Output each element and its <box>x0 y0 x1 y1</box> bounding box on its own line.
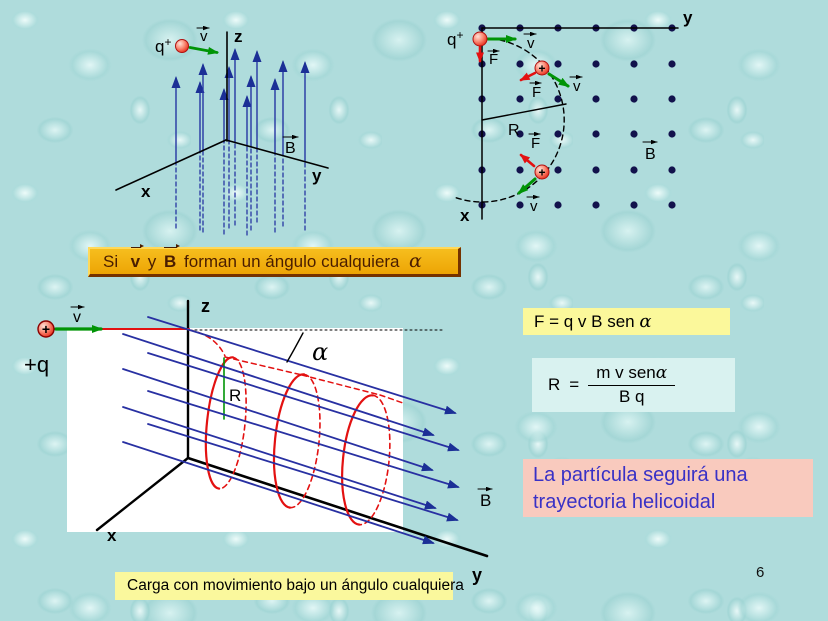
charge-label: q+ <box>155 35 172 56</box>
field-dot <box>630 95 637 102</box>
fraction <box>588 362 675 408</box>
field-dot <box>554 201 561 208</box>
fraction-numerator: m v senα <box>588 362 675 386</box>
bottom-caption-box: Carga con movimiento bajo un ángulo cualquiera <box>115 572 453 600</box>
helical-note-box: La partícula seguirá una trayectoria helicoidal <box>523 459 813 517</box>
field-dot <box>516 201 523 208</box>
velocity-label: v <box>573 78 581 95</box>
banner-suffix: forman un ángulo cualquiera <box>184 252 400 271</box>
velocity-arrow <box>190 48 217 53</box>
y-axis <box>226 140 328 168</box>
equals-sign: = <box>569 375 580 394</box>
velocity-label: v <box>200 28 208 45</box>
field-dot <box>554 95 561 102</box>
y-axis-label: y <box>683 8 693 27</box>
x-axis-label: x <box>141 182 151 201</box>
force-arrow <box>521 155 534 166</box>
x-axis-label: x <box>460 206 470 225</box>
charge-ball <box>176 40 189 53</box>
field-dot <box>554 130 561 137</box>
field-dot <box>516 60 523 67</box>
force-label: F <box>531 135 541 152</box>
plus-sign: + <box>538 165 546 180</box>
b-field-label: B <box>480 491 492 510</box>
field-dot <box>592 166 599 173</box>
radius-line <box>482 104 566 120</box>
alpha-label: α <box>312 338 329 366</box>
field-dot <box>630 130 637 137</box>
dot-grid <box>478 24 675 208</box>
b-field-label: B <box>285 140 296 157</box>
field-dot <box>516 95 523 102</box>
field-dot <box>668 201 675 208</box>
banner-conjunction: y <box>147 252 157 271</box>
x-axis <box>116 140 226 190</box>
field-dot <box>668 60 675 67</box>
field-dot <box>630 201 637 208</box>
field-dot <box>592 60 599 67</box>
field-dot <box>630 166 637 173</box>
fraction-denominator: B q <box>618 387 645 406</box>
field-dot <box>668 166 675 173</box>
field-dot <box>592 95 599 102</box>
y-axis-label: y <box>312 166 322 185</box>
field-dot <box>592 130 599 137</box>
force-label: F <box>489 51 499 68</box>
z-axis-label: z <box>201 296 210 316</box>
force-label: F <box>532 84 542 101</box>
alpha-symbol: α <box>639 311 652 332</box>
force-formula-box <box>523 308 730 335</box>
field-dot <box>630 60 637 67</box>
plus-sign: + <box>538 61 546 76</box>
circular-path <box>454 38 564 202</box>
x-axis-label: x <box>107 526 117 545</box>
charge-label: q+ <box>447 28 464 49</box>
field-dot <box>554 166 561 173</box>
diagram-helix <box>24 296 492 585</box>
velocity-arrow <box>549 74 568 86</box>
velocity-arrow <box>519 179 535 193</box>
plus-sign: + <box>41 321 51 337</box>
velocity-label: v <box>527 35 535 52</box>
banner-prefix: Si <box>103 252 119 271</box>
b-vector-symbol: B <box>163 250 177 274</box>
force-arrow <box>521 73 535 80</box>
diagram-uniform-field <box>116 27 328 235</box>
field-dot <box>668 130 675 137</box>
charge-ball <box>473 32 487 46</box>
y-axis-label: y <box>472 565 483 585</box>
diagram-circular-motion <box>447 8 693 225</box>
field-dot <box>516 166 523 173</box>
radius-formula-box <box>532 358 735 412</box>
velocity-label: v <box>73 309 81 326</box>
radius-label: R <box>229 386 242 405</box>
alpha-symbol: α <box>408 250 422 272</box>
field-dot <box>592 201 599 208</box>
charge-label: +q <box>24 352 50 377</box>
page-number: 6 <box>756 564 765 581</box>
force-formula: F = q v B sen <box>534 312 635 331</box>
v-vector-symbol: v <box>130 250 141 274</box>
angle-banner <box>88 247 461 277</box>
radius-lhs: R <box>548 375 561 394</box>
b-field-label: B <box>645 146 656 163</box>
z-axis-label: z <box>234 27 243 46</box>
field-dot <box>668 95 675 102</box>
velocity-label: v <box>530 198 538 215</box>
field-dot <box>554 60 561 67</box>
radius-label: R <box>508 122 520 139</box>
